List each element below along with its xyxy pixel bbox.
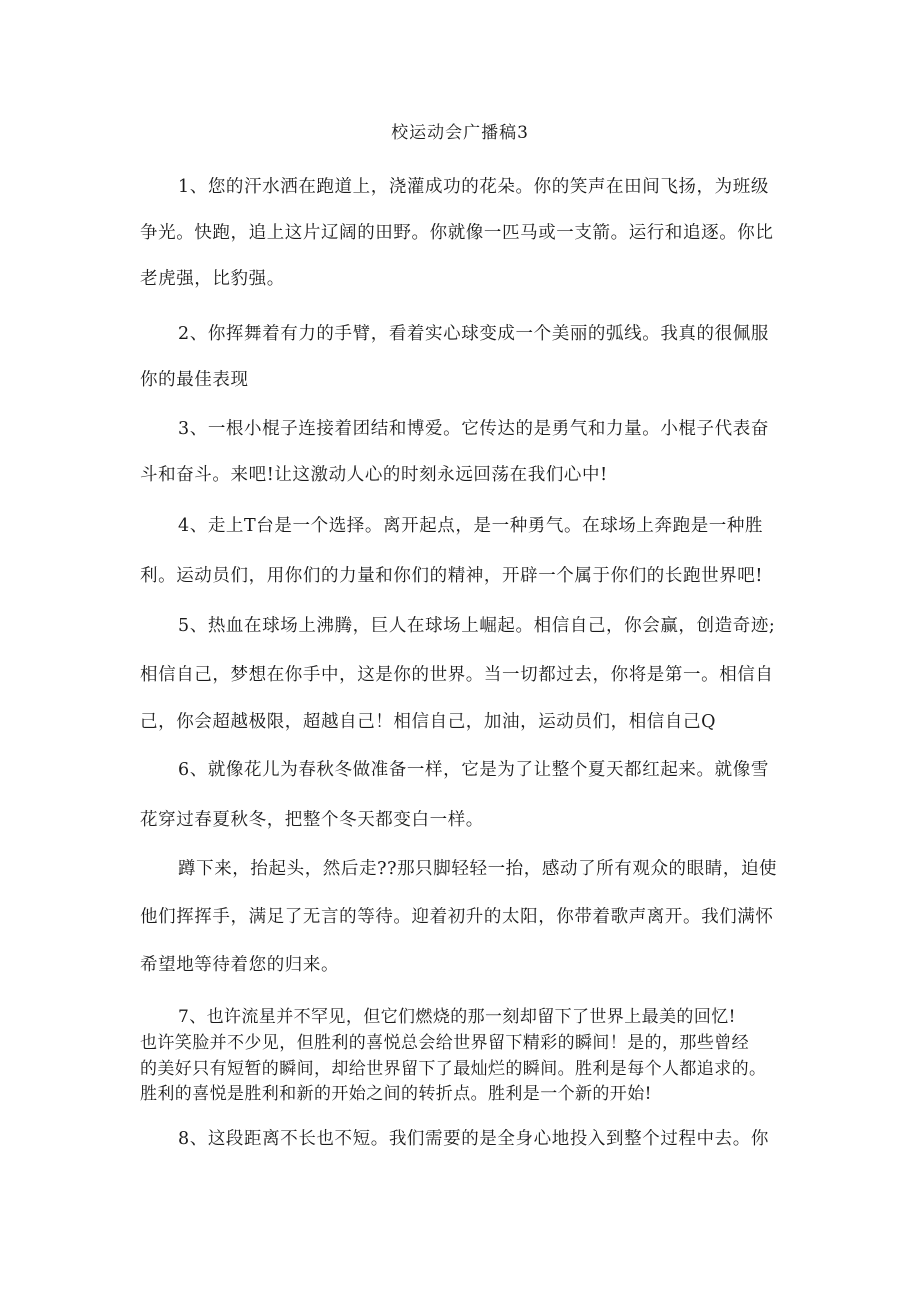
paragraph-line: 8、这段距离不长也不短。我们需要的是全身心地投入到整个过程中去。你: [178, 1129, 769, 1149]
paragraph-line: 也许笑脸并不少见，但胜利的喜悦总会给世界留下精彩的瞬间！是的，那些曾经: [140, 1033, 749, 1053]
paragraph-line: 4、走上T台是一个选择。离开起点，是一种勇气。在球场上奔跑是一种胜: [178, 516, 764, 536]
paragraph-line: 1、您的汗水洒在跑道上，浇灌成功的花朵。你的笑声在田间飞扬，为班级: [178, 177, 769, 197]
paragraph-line: 相信自己，梦想在你手中，这是你的世界。当一切都过去，你将是第一。相信自: [140, 665, 774, 685]
paragraph-line: 利。运动员们，用你们的力量和你们的精神，开辟一个属于你们的长跑世界吧!: [140, 566, 764, 586]
paragraph-line: 希望地等待着您的归来。: [140, 955, 340, 975]
paragraph-line: 5、热血在球场上沸腾，巨人在球场上崛起。相信自己，你会赢，创造奇迹;: [178, 616, 776, 636]
paragraph-line: 3、一根小棍子连接着团结和博爱。它传达的是勇气和力量。小棍子代表奋: [178, 419, 769, 439]
paragraph-line: 斗和奋斗。来吧!让这激动人心的时刻永远回荡在我们心中!: [140, 465, 608, 485]
paragraph-line: 花穿过春夏秋冬，把整个冬天都变白一样。: [140, 810, 484, 830]
paragraph-line: 6、就像花儿为春秋冬做准备一样，它是为了让整个夏天都红起来。就像雪: [178, 760, 769, 780]
paragraph-line: 他们挥挥手，满足了无言的等待。迎着初升的太阳，你带着歌声离开。我们满怀: [140, 907, 774, 927]
paragraph-line: 你的最佳表现: [140, 370, 249, 390]
document-title: 校运动会广播稿3: [391, 123, 529, 143]
paragraph-line: 己，你会超越极限，超越自己！相信自己，加油，运动员们，相信自己Q: [140, 712, 717, 732]
paragraph-line: 争光。快跑，追上这片辽阔的田野。你就像一匹马或一支箭。运行和追逐。你比: [140, 223, 774, 243]
paragraph-line: 的美好只有短暂的瞬间，却给世界留下了最灿烂的瞬间。胜利是每个人都追求的。: [140, 1059, 767, 1079]
paragraph-line: 7、也许流星并不罕见，但它们燃烧的那一刻却留下了世界上最美的回忆!: [178, 1007, 736, 1027]
paragraph-line: 蹲下来，抬起头，然后走??那只脚轻轻一抬，感动了所有观众的眼睛，迫使: [178, 859, 778, 879]
paragraph-line: 2、你挥舞着有力的手臂，看着实心球变成一个美丽的弧线。我真的很佩服: [178, 324, 769, 344]
paragraph-line: 老虎强，比豹强。: [140, 269, 285, 289]
paragraph-line: 胜利的喜悦是胜利和新的开始之间的转折点。胜利是一个新的开始!: [140, 1084, 652, 1104]
